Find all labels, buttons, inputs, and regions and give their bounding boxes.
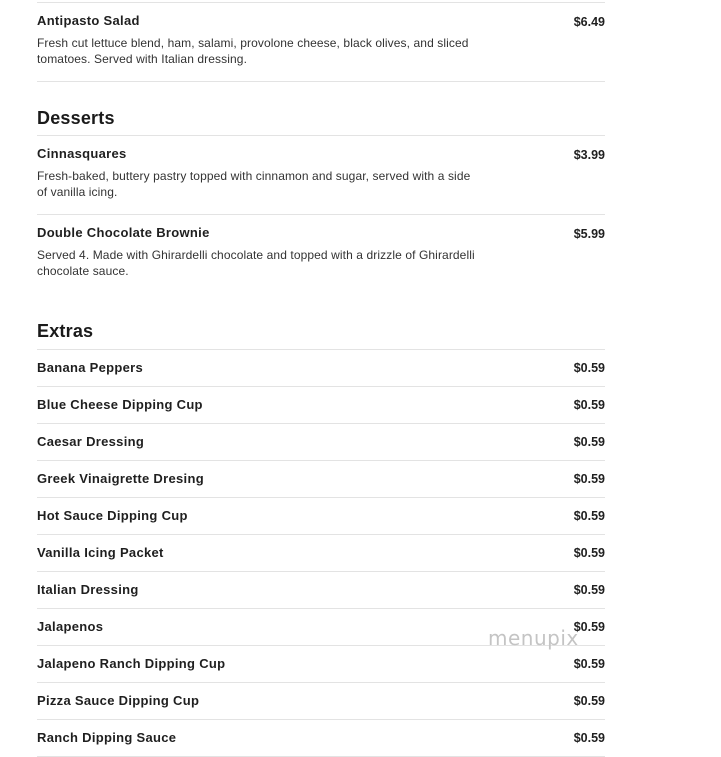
menu-item-jalapeno-ranch-dipping-cup[interactable]: [37, 646, 605, 683]
item-name: Ranch Dipping Sauce: [37, 730, 177, 745]
item-name: Greek Vinaigrette Dresing: [37, 471, 204, 486]
item-price: $0.59: [573, 694, 605, 708]
item-price: $0.59: [573, 472, 605, 486]
item-price: $0.59: [573, 583, 605, 597]
menu-item-caesar-dressing[interactable]: [37, 424, 605, 461]
item-price: $0.59: [573, 731, 605, 745]
item-description: Fresh-baked, buttery pastry topped with cinnamon and sugar, served with a side of vanilla icing.: [37, 169, 471, 199]
menu-item-greek-vinaigrette-dresing[interactable]: [37, 461, 605, 498]
item-name: Blue Cheese Dipping Cup: [37, 397, 203, 412]
item-description: Served 4. Made with Ghirardelli chocolate and topped with a drizzle of Ghirardelli chocolate sauce.: [37, 248, 475, 278]
item-name: Cinnasquares: [37, 146, 127, 161]
item-price: $0.59: [573, 657, 605, 671]
item-price: $0.59: [573, 361, 605, 375]
item-price: $6.49: [573, 15, 605, 29]
item-name: Italian Dressing: [37, 582, 139, 597]
item-price: $0.59: [573, 509, 605, 523]
item-name: Vanilla Icing Packet: [37, 545, 164, 560]
menu-item-vanilla-icing-packet[interactable]: [37, 535, 605, 572]
item-name: Hot Sauce Dipping Cup: [37, 508, 188, 523]
menupix-watermark: menupix: [488, 626, 579, 650]
item-name: Double Chocolate Brownie: [37, 225, 210, 240]
item-name: Banana Peppers: [37, 360, 144, 375]
menu-item-hot-sauce-dipping-cup[interactable]: [37, 498, 605, 535]
item-price: $0.59: [573, 435, 605, 449]
item-name: Pizza Sauce Dipping Cup: [37, 693, 200, 708]
item-name: Caesar Dressing: [37, 434, 145, 449]
menu-item-cinnasquares[interactable]: [37, 136, 605, 215]
item-description: Fresh cut lettuce blend, ham, salami, provolone cheese, black olives, and sliced tomatoes. Served with Italian dressing.: [37, 36, 469, 66]
section-title-extras: Extras: [37, 321, 94, 341]
item-name: Jalapeno Ranch Dipping Cup: [37, 656, 226, 671]
item-name: Jalapenos: [37, 619, 104, 634]
item-price: $0.59: [573, 546, 605, 560]
menu-item-italian-dressing[interactable]: [37, 572, 605, 609]
menu-item-ranch-dipping-sauce[interactable]: [37, 720, 605, 757]
section-title-desserts: Desserts: [37, 108, 115, 128]
item-price: $0.59: [573, 398, 605, 412]
section-extras-header: [37, 293, 605, 350]
menu-item-blue-cheese-dipping-cup[interactable]: [37, 387, 605, 424]
item-name: Antipasto Salad: [37, 13, 140, 28]
section-desserts-header: [37, 82, 605, 136]
item-price: $3.99: [573, 148, 605, 162]
menu-item-double-chocolate-brownie[interactable]: [37, 215, 605, 293]
menu-item-pizza-sauce-dipping-cup[interactable]: [37, 683, 605, 720]
menu-item-banana-peppers[interactable]: [37, 350, 605, 387]
item-price: $5.99: [573, 227, 605, 241]
menu-item-antipasto-salad[interactable]: [37, 3, 605, 82]
item-price: $0.59: [573, 620, 605, 634]
